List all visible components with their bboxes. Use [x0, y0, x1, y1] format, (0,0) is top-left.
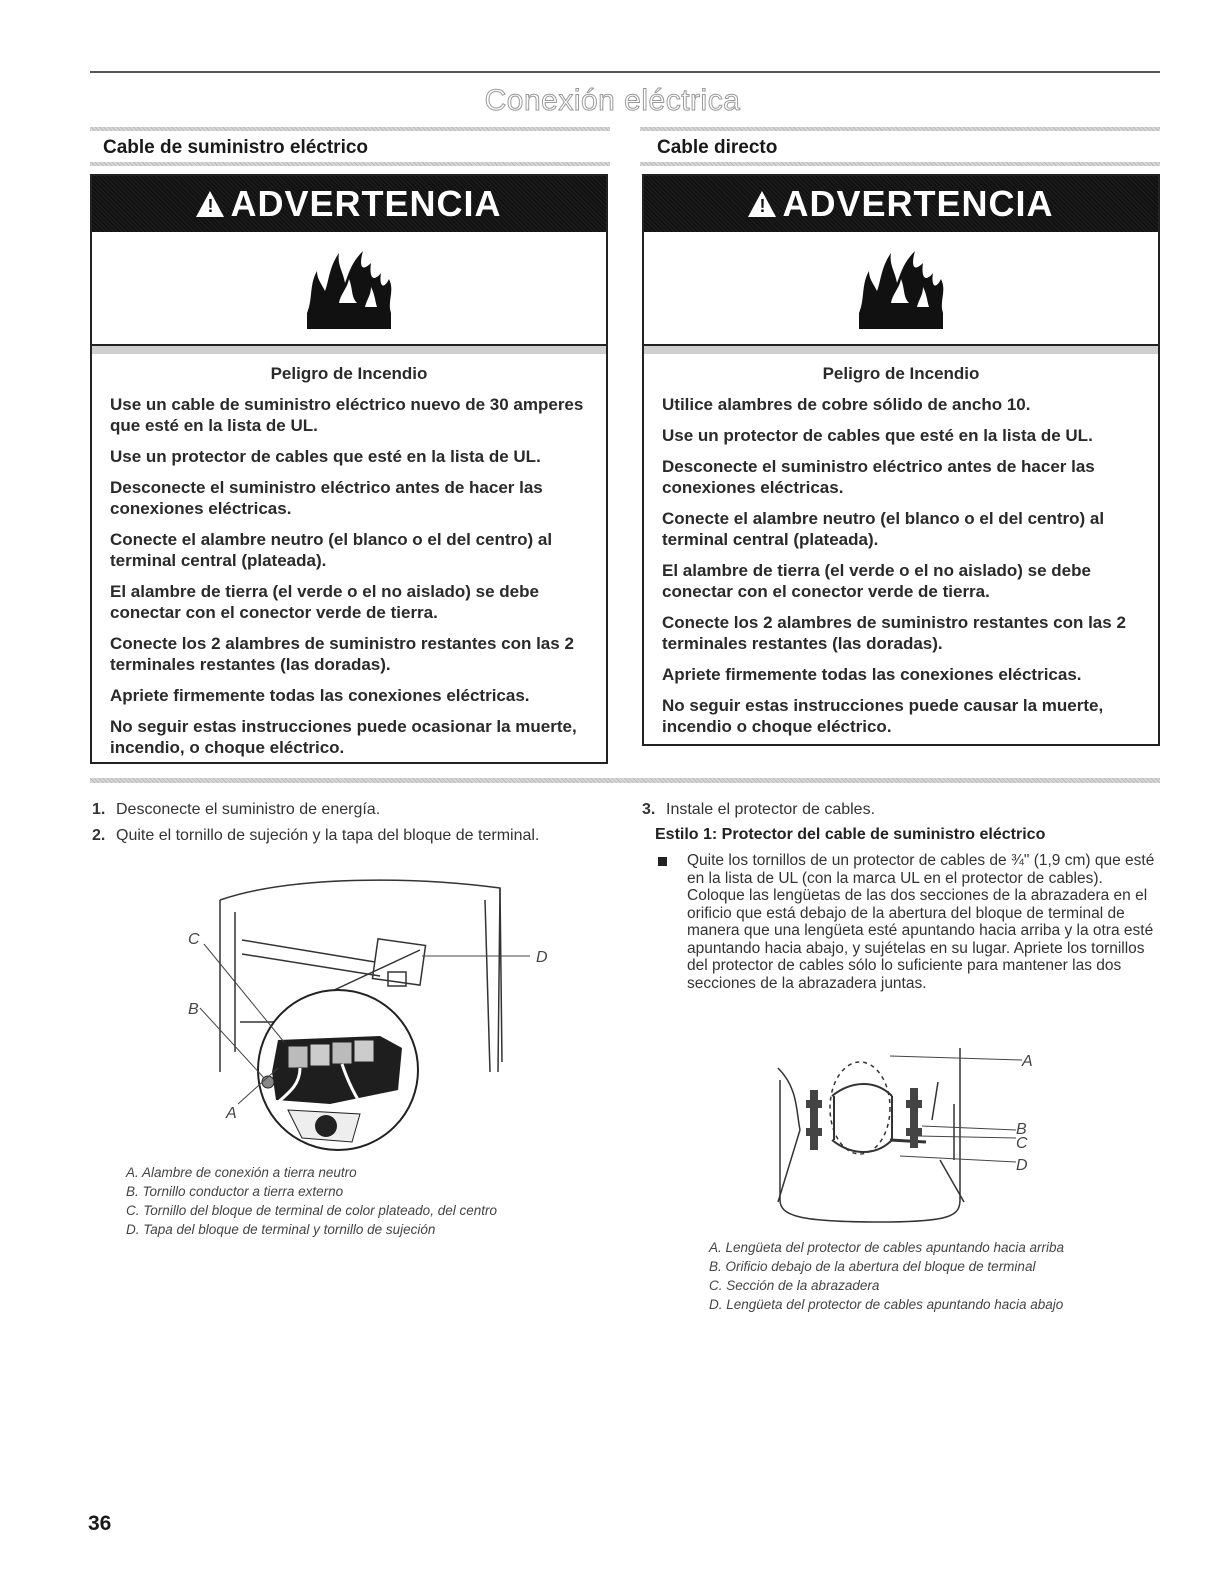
figure2-label-c: C [1016, 1135, 1028, 1152]
list-item [92, 826, 612, 846]
list-item [92, 800, 612, 820]
right-warning-box [642, 174, 1160, 746]
warning-line: Apriete firmemente todas las conexiones eléctricas. [662, 665, 1082, 684]
warning-line: Apriete firmemente todas las conexiones eléctricas. [110, 686, 530, 705]
warning-triangle-icon: ! [196, 191, 224, 217]
style1-bullet-text: Quite los tornillos de un protector de cables de ¾" (1,9 cm) que esté en la lista de UL (con la marca UL en el protector de cables). Coloque las lengüetas de las dos secciones de la abrazadera en el orificio que está debajo de la abertura del bloque de terminal de manera que una lengüeta esté apuntando hacia arriba y la otra esté apuntando hacia abajo, y sujételas en su lugar. Apriete los tornillos del protector de cables sólo lo suficiente para mantener las dos secciones de la abrazadera juntas. [687, 852, 1155, 992]
right-section-title: Cable directo [657, 137, 778, 158]
step-number: 2. [92, 827, 106, 844]
warning-line: Utilice alambres de cobre sólido de ancho 10. [662, 395, 1031, 414]
warning-body [644, 346, 1158, 744]
left-section-rule-top [90, 127, 610, 131]
strain-relief-diagram [760, 1030, 1050, 1230]
figure1-label-d: D [536, 949, 548, 966]
right-section-rule-top [640, 127, 1160, 131]
bullet-square-icon [658, 857, 667, 866]
step-number: 1. [92, 801, 106, 818]
steps-divider [90, 778, 1160, 783]
warning-line: Use un protector de cables que esté en la lista de UL. [110, 447, 541, 466]
fire-icon-area [644, 232, 1158, 346]
figure2-label-b: B [1016, 1121, 1027, 1138]
figure2-label-d: D [1016, 1157, 1028, 1174]
warning-line: Conecte los 2 alambres de suministro restantes con las 2 terminales restantes (las doradas). [110, 634, 574, 674]
warning-word: ADVERTENCIA [782, 183, 1054, 224]
steps-right [642, 800, 1162, 826]
step-text: Instale el protector de cables. [666, 801, 876, 818]
figure1-label-a: A [226, 1105, 237, 1122]
left-section-rule-bottom [90, 162, 610, 166]
warning-line: Use un cable de suministro eléctrico nuevo de 30 amperes que esté en la lista de UL. [110, 395, 584, 435]
warning-body [92, 346, 606, 762]
fire-icon [299, 243, 399, 333]
style1-bullet [655, 852, 1160, 992]
left-warning-box [90, 174, 608, 764]
terminal-block-diagram [180, 872, 570, 1162]
warning-line: No seguir estas instrucciones puede causar la muerte, incendio o choque eléctrico. [662, 696, 1104, 736]
page-number: 36 [88, 1512, 112, 1535]
warning-line: Conecte los 2 alambres de suministro restantes con las 2 terminales restantes (las doradas). [662, 613, 1126, 653]
step-number: 3. [642, 801, 656, 818]
warning-header [92, 176, 606, 232]
warning-line: No seguir estas instrucciones puede ocasionar la muerte, incendio, o choque eléctrico. [110, 717, 577, 757]
warning-word: ADVERTENCIA [230, 183, 502, 224]
fire-icon-area [92, 232, 606, 346]
figure1-captions [126, 1163, 606, 1239]
figure2-caption: C. Sección de la abrazadera [709, 1278, 880, 1293]
warning-line: Conecte el alambre neutro (el blanco o el del centro) al terminal central (plateada). [110, 530, 553, 570]
warning-line: Use un protector de cables que esté en la lista de UL. [662, 426, 1093, 445]
warning-subtitle: Peligro de Incendio [270, 364, 428, 383]
figure2-caption: B. Orificio debajo de la abertura del bloque de terminal [709, 1259, 1036, 1274]
top-rule [90, 71, 1160, 73]
figure2-captions [709, 1238, 1169, 1314]
right-section-rule-bottom [640, 162, 1160, 166]
figure2-label-a: A [1022, 1053, 1033, 1070]
step-text: Desconecte el suministro de energía. [116, 801, 381, 818]
steps-left [92, 800, 612, 852]
warning-line: Desconecte el suministro eléctrico antes de hacer las conexiones eléctricas. [110, 478, 543, 518]
figure1-label-b: B [188, 1001, 199, 1018]
figure1-caption: A. Alambre de conexión a tierra neutro [126, 1165, 357, 1180]
figure1-caption: B. Tornillo conductor a tierra externo [126, 1184, 344, 1199]
fire-icon [851, 243, 951, 333]
style1-heading: Estilo 1: Protector del cable de suministro eléctrico [655, 826, 1046, 843]
warning-line: El alambre de tierra (el verde o el no aislado) se debe conectar con el conector verde de tierra. [662, 561, 1091, 601]
warning-triangle-icon: ! [748, 191, 776, 217]
step-text: Quite el tornillo de sujeción y la tapa del bloque de terminal. [116, 827, 540, 844]
warning-line: Desconecte el suministro eléctrico antes de hacer las conexiones eléctricas. [662, 457, 1095, 497]
warning-subtitle: Peligro de Incendio [822, 364, 980, 383]
warning-line: El alambre de tierra (el verde o el no aislado) se debe conectar con el conector verde de tierra. [110, 582, 539, 622]
figure1-caption: C. Tornillo del bloque de terminal de color plateado, del centro [126, 1203, 497, 1218]
figure2-caption: D. Lengüeta del protector de cables apuntando hacia abajo [709, 1297, 1064, 1312]
figure1-caption: D. Tapa del bloque de terminal y tornillo de sujeción [126, 1222, 436, 1237]
warning-header [644, 176, 1158, 232]
page-title: Conexión eléctrica [484, 84, 741, 117]
warning-line: Conecte el alambre neutro (el blanco o el del centro) al terminal central (plateada). [662, 509, 1105, 549]
list-item [642, 800, 1162, 820]
figure1-label-c: C [188, 931, 200, 948]
left-section-title: Cable de suministro eléctrico [103, 137, 369, 158]
figure2-caption: A. Lengüeta del protector de cables apuntando hacia arriba [709, 1240, 1065, 1255]
